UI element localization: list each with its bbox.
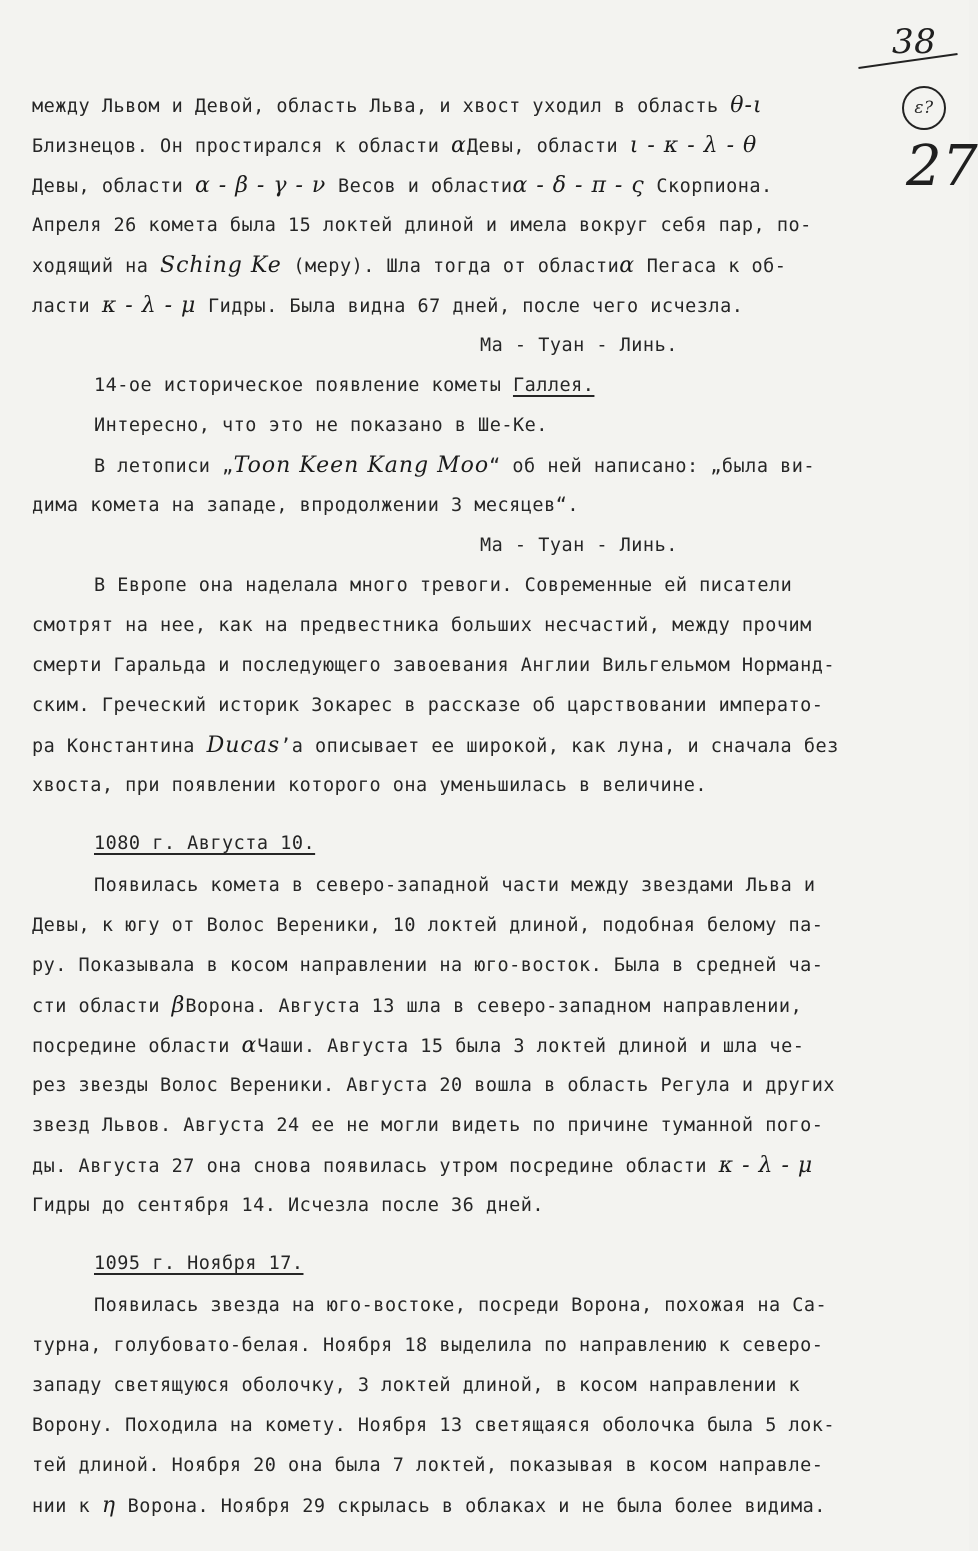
text-line: нии к η Ворона. Ноября 29 скрылась в облаках и не была более видима. <box>32 1493 826 1518</box>
text-line: сти области βВорона. Августа 13 шла в северо-западном направлении, <box>32 993 803 1018</box>
text-line: ды. Августа 27 она снова появилась утром посредине области κ - λ - μ <box>32 1153 814 1178</box>
signature-line: Ма - Туан - Линь. <box>480 335 678 356</box>
handwritten-greek: θ-ι <box>730 93 763 118</box>
circled-note: ε? <box>902 86 946 130</box>
text-line: западу светящуюся оболочку, 3 локтей длиной, в косом направлении к <box>32 1375 801 1396</box>
text-line: Девы, к югу от Волос Вереники, 10 локтей длиной, подобная белому па- <box>32 915 824 936</box>
text-line: смерти Гаральда и последующего завоевания Англии Вильгельмом Норманд- <box>32 655 836 676</box>
text-line: хвоста, при появлении которого она уменьшилась в величине. <box>32 775 708 796</box>
handwritten-greek: α <box>450 133 467 158</box>
text-line: посредине области αЧаши. Августа 15 была 3 локтей длиной и шла че- <box>32 1033 805 1058</box>
handwritten-greek: α - β - γ - ν <box>194 173 327 198</box>
text-line: В летописи „Toon Keen Kang Moo“ об ней написано: „была ви- <box>94 453 816 478</box>
text-line: ласти κ - λ - μ Гидры. Была видна 67 дней, после чего исчезла. <box>32 293 744 318</box>
text-line: Гидры до сентября 14. Исчезла после 36 дней. <box>32 1195 545 1216</box>
text-line: ским. Греческий историк Зокарес в рассказе об царствовании императо- <box>32 695 824 716</box>
text-line: дима комета на западе, впродолжении 3 месяцев“. <box>32 495 579 516</box>
text-line: турна, голубовато-белая. Ноября 18 выделила по направлению к северо- <box>32 1335 824 1356</box>
text-line: ра Константина Ducas’а описывает ее широкой, как луна, и сначала без <box>32 733 839 758</box>
handwritten-greek: η <box>101 1493 117 1518</box>
text-line: смотрят на нее, как на предвестника больших несчастий, между прочим <box>32 615 812 636</box>
handwritten-greek: α - δ - π - ς <box>512 173 645 198</box>
handwritten-greek: ι - κ - λ - θ <box>629 133 758 158</box>
underlined-name: Галлея. <box>512 375 595 396</box>
text-line: 14-ое историческое появление кометы Галлея. <box>94 375 595 396</box>
text-line: Апреля 26 комета была 15 локтей длиной и имела вокруг себя пар, по- <box>32 215 812 236</box>
text-line: Ворону. Походила на комету. Ноября 13 светящаяся оболочка была 5 лок- <box>32 1415 836 1436</box>
text-line: Девы, области α - β - γ - ν Весов и областиα - δ - π - ς Скорпиона. <box>32 173 773 198</box>
page-number: 38 <box>892 22 937 62</box>
handwritten-title: Toon Keen Kang Moo <box>233 453 490 478</box>
handwritten-greek: κ - λ - μ <box>718 1153 814 1178</box>
text-line: рез звезды Волос Вереники. Августа 20 вошла в область Регула и других <box>32 1075 836 1096</box>
text-line: Интересно, что это не показано в Ше-Ке. <box>94 415 548 436</box>
handwritten-greek: β <box>171 993 186 1018</box>
signature-line: Ма - Туан - Линь. <box>480 535 678 556</box>
handwritten-greek: κ - λ - μ <box>101 293 197 318</box>
text-line: ходящий на Sching Ke (меру). Шла тогда от областиα Пегаса к об- <box>32 253 787 278</box>
handwritten-word: Ducas <box>206 733 281 758</box>
text-line: Появилась комета в северо-западной части между звездами Льва и <box>94 875 816 896</box>
text-line: тей длиной. Ноября 20 она была 7 локтей, показывая в косом направле- <box>32 1455 824 1476</box>
section-heading: 1095 г. Ноября 17. <box>94 1253 304 1274</box>
text-line: В Европе она наделала много тревоги. Современные ей писатели <box>94 575 793 596</box>
section-heading: 1080 г. Августа 10. <box>94 833 316 854</box>
handwritten-word: Sching Ke <box>160 253 282 278</box>
text-line: между Львом и Девой, область Льва, и хвост уходил в область θ-ι <box>32 93 763 118</box>
text-line: звезд Львов. Августа 24 ее не могли видеть по причине туманной пого- <box>32 1115 824 1136</box>
folio-number: 27 <box>906 134 978 199</box>
handwritten-greek: α <box>241 1033 258 1058</box>
text-line: Близнецов. Он простирался к области αДевы, области ι - κ - λ - θ <box>32 133 758 158</box>
text-line: Появилась звезда на юго-востоке, посреди Ворона, похожая на Са- <box>94 1295 828 1316</box>
text-line: ру. Показывала в косом направлении на юго-восток. Была в средней ча- <box>32 955 824 976</box>
handwritten-greek: α <box>619 253 636 278</box>
